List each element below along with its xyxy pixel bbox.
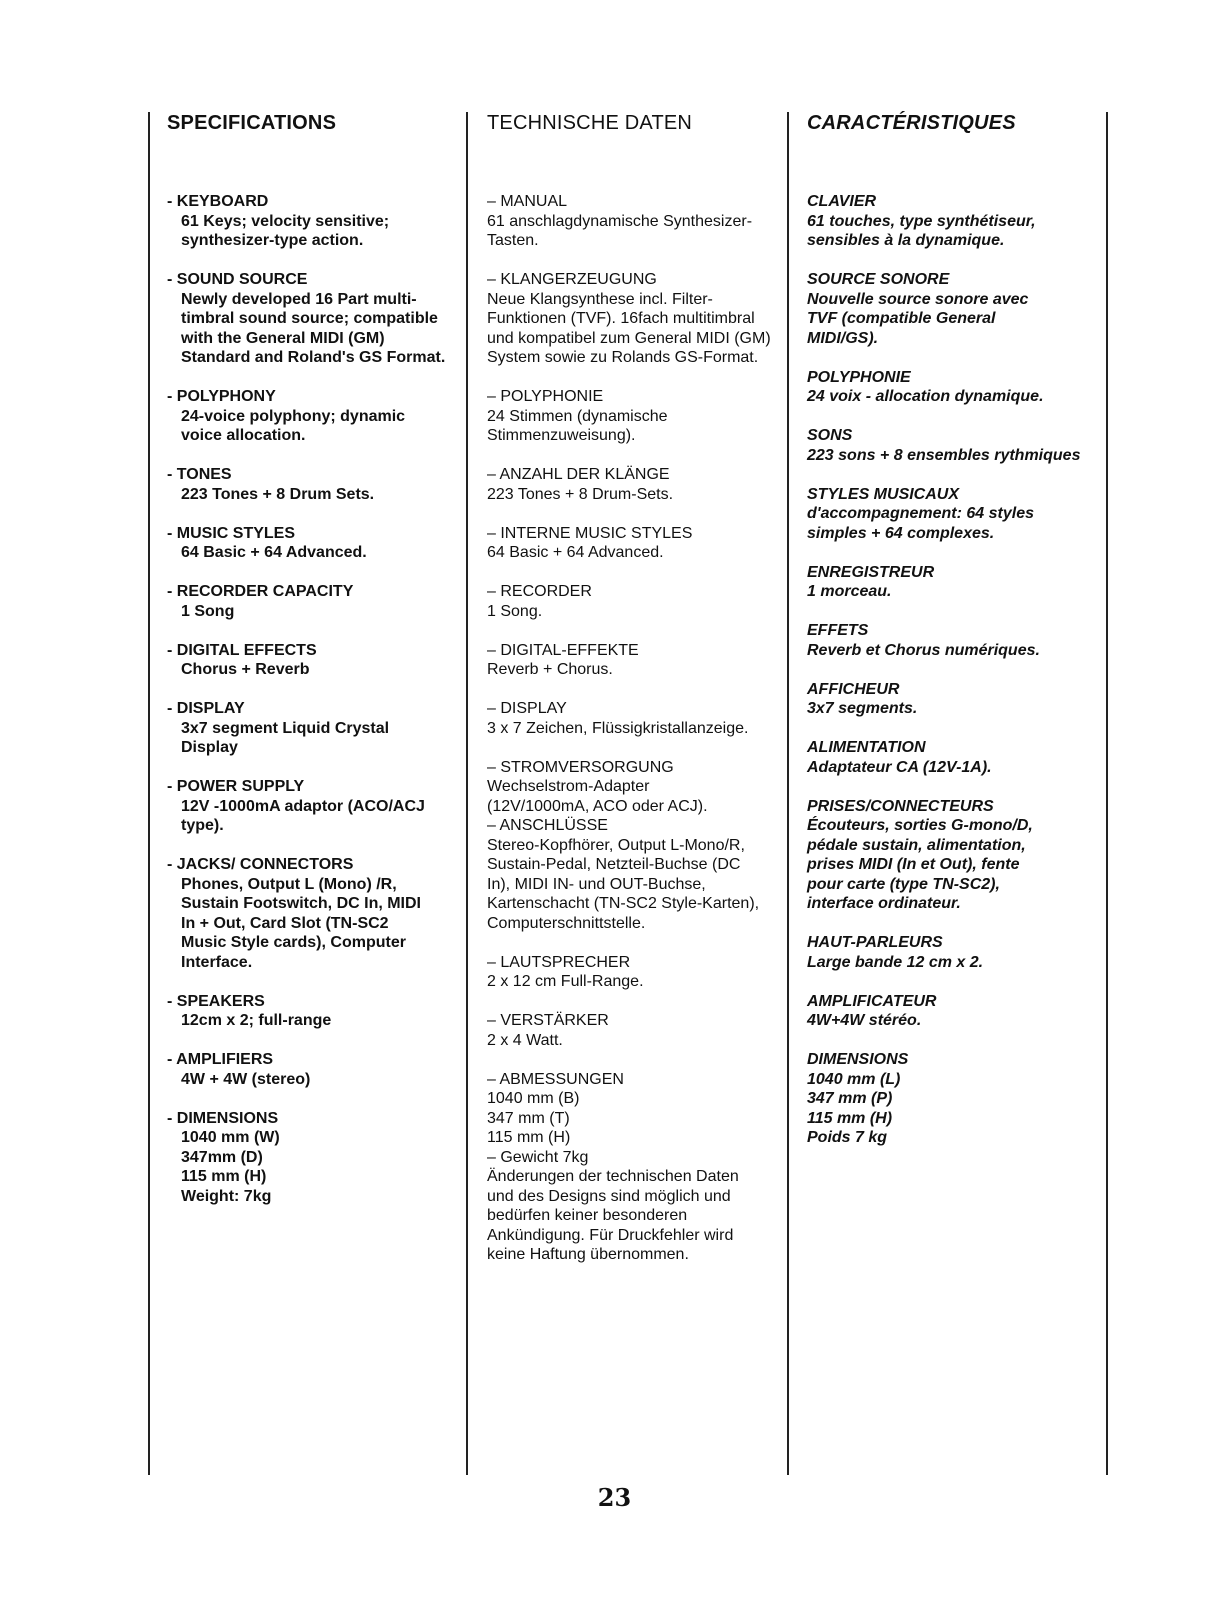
spec-item-value: Adaptateur CA (12V-1A). [807,758,992,776]
spec-item-label: - DIMENSIONS [167,1109,279,1127]
spec-item [807,426,1108,465]
spec-item [807,485,1108,544]
spec-item-label: AMPLIFICATEUR [807,992,937,1010]
spec-item-value: Nouvelle source sonore avec TVF (compatible General MIDI/GS). [807,290,1029,347]
spec-item-label: CLAVIER [807,193,877,210]
spec-item [807,563,1108,602]
column-title: TECHNISCHE DATEN [487,112,693,134]
spec-item [807,992,1108,1031]
spec-item-value: Wechselstrom-Adapter (12V/1000mA, ACO oder ACJ). – ANSCHLÜSSE Stereo-Kopfhörer, Output L-Mono/R, Sustain-Pedal, Netzteil-Buchse (DC In), MIDI IN- und OUT-Buchse, Kartenschacht (TN-SC2 Style-Karten), Computerschnittstelle. [487,778,760,932]
spec-item-label: - DIGITAL EFFECTS [167,641,317,659]
spec-item-label: - POLYPHONY [167,388,276,405]
spec-item-label: - RECORDER CAPACITY [167,583,354,600]
spec-item [487,465,788,504]
spec-item [487,1070,788,1265]
spec-item-label: PRISES/CONNECTEURS [807,797,994,815]
spec-item-value: 61 touches, type synthétiseur, sensibles à la dynamique. [807,212,1036,249]
spec-item-value: 223 Tones + 8 Drum-Sets. [487,485,674,503]
spec-item-value: 1040 mm (B) 347 mm (T) 115 mm (H) – Gewicht 7kg Änderungen der technischen Daten und des Designs sind möglich und bedürfen keiner besonderen Ankündigung. Für Druckfehler wird keine Haftung übernommen. [487,1090,739,1263]
spec-item [487,758,788,934]
column-title: SPECIFICATIONS [167,112,337,134]
spec-item-label: DIMENSIONS [807,1051,909,1068]
spec-item-value: Écouteurs, sorties G-mono/D, pédale sustain, alimentation, prises MIDI (In et Out), fente pour carte (type TN-SC2), interface ordinateur. [807,817,1033,912]
spec-item [807,270,1108,348]
spec-item [487,953,788,992]
spec-item [167,387,468,446]
specifications-column-english [150,110,468,1226]
spec-item [487,582,788,621]
spec-item-value: 1040 mm (L) 347 mm (P) 115 mm (H) Poids 7 kg [807,1070,901,1146]
spec-item-value: 61 Keys; velocity sensitive; synthesizer-type action. [181,212,390,249]
spec-item-label: ENREGISTREUR [807,563,935,581]
spec-item [487,192,788,251]
spec-item-value: d'accompagnement: 64 styles simples + 64 complexes. [807,505,1034,542]
spec-item-label: ALIMENTATION [807,739,926,756]
spec-item-value: 4W+4W stéréo. [807,1012,922,1029]
spec-item [487,524,788,563]
spec-item [167,777,468,836]
spec-item-label: - MUSIC STYLES [167,524,296,542]
spec-item-label: – STROMVERSORGUNG [487,758,674,776]
spec-item-value: Neue Klangsynthese incl. Filter- Funktionen (TVF). 16fach multitimbral und kompatibel zum General MIDI (GM) System sowie zu Rolands GS-Format. [487,290,771,366]
spec-item-label: POLYPHONIE [807,368,911,386]
spec-item-label: – POLYPHONIE [487,388,604,405]
spec-item [487,1011,788,1050]
spec-item-label: - AMPLIFIERS [167,1051,274,1068]
spec-item-value: 3x7 segments. [807,700,918,717]
spec-item [807,368,1108,407]
spec-item-value: Phones, Output L (Mono) /R, Sustain Footswitch, DC In, MIDI In + Out, Card Slot (TN-SC2 Music Style cards), Computer Interface. [181,875,421,971]
spec-item-label: – DIGITAL-EFFEKTE [487,641,639,659]
spec-item-label: – KLANGERZEUGUNG [487,271,657,288]
spec-item-label: - JACKS/ CONNECTORS [167,856,354,873]
spec-item-label: – INTERNE MUSIC STYLES [487,524,693,542]
spec-item [167,270,468,368]
spec-item-value: 1 Song. [487,602,543,620]
page-number: 23 [597,1483,632,1512]
spec-item-label: – ANZAHL DER KLÄNGE [487,466,670,483]
spec-item [807,1050,1108,1148]
spec-item-value: 12V -1000mA adaptor (ACO/ACJ type). [181,797,425,834]
spec-item-value: Reverb et Chorus numériques. [807,641,1040,659]
spec-item-label: SONS [807,427,853,444]
spec-item-value: 64 Basic + 64 Advanced. [487,544,664,561]
spec-item-label: AFFICHEUR [807,680,900,698]
spec-item-value: 4W + 4W (stereo) [181,1070,311,1088]
spec-item [167,641,468,680]
spec-item-value: 1040 mm (W) 347mm (D) 115 mm (H) Weight: 7kg [181,1129,280,1205]
spec-item [167,524,468,563]
spec-item-value: 223 sons + 8 ensembles rythmiques [807,446,1081,464]
spec-item-label: – RECORDER [487,583,592,600]
spec-item-label: – MANUAL [487,193,568,210]
spec-item-value: 24 voix - allocation dynamique. [807,388,1044,405]
spec-item-value: Large bande 12 cm x 2. [807,953,984,971]
spec-item-value: 1 Song [181,602,235,620]
spec-item [807,738,1108,777]
spec-item [167,992,468,1031]
spec-item [167,699,468,758]
spec-item [807,797,1108,914]
spec-item-label: – DISPLAY [487,700,567,717]
spec-item-label: - KEYBOARD [167,193,269,210]
spec-item [487,270,788,368]
spec-item [807,680,1108,719]
spec-item-value: 3x7 segment Liquid Crystal Display [181,719,390,756]
spec-item-label: – ABMESSUNGEN [487,1070,624,1088]
spec-item-value: 24 Stimmen (dynamische Stimmenzuweisung). [487,407,668,444]
spec-item-label: – VERSTÄRKER [487,1012,609,1029]
spec-item-label: - SPEAKERS [167,992,265,1010]
spec-item-label: - DISPLAY [167,700,245,717]
spec-list [807,192,1108,1148]
spec-list [167,192,468,1206]
spec-item-label: STYLES MUSICAUX [807,485,960,503]
spec-item-value: 64 Basic + 64 Advanced. [181,544,367,561]
spec-item [167,192,468,251]
spec-item-label: - POWER SUPPLY [167,778,305,795]
spec-item [807,621,1108,660]
spec-item [167,1109,468,1207]
spec-item-value: Chorus + Reverb [181,661,310,678]
spec-item-value: 1 morceau. [807,583,892,600]
spec-item-value: 2 x 12 cm Full-Range. [487,973,644,990]
spec-item-label: SOURCE SONORE [807,271,950,288]
spec-item-label: - SOUND SOURCE [167,271,308,288]
spec-item [167,855,468,972]
spec-list [487,192,788,1265]
spec-item-value: 12cm x 2; full-range [181,1012,332,1029]
spec-item-value: Reverb + Chorus. [487,661,613,678]
spec-item-value: Newly developed 16 Part multi- timbral sound source; compatible with the General MIDI (GM) Standard and Roland's GS Format. [181,290,446,366]
spec-item [167,465,468,504]
spec-item [487,387,788,446]
spec-item-value: 223 Tones + 8 Drum Sets. [181,485,375,503]
spec-item [167,1050,468,1089]
spec-item [487,699,788,738]
spec-item-label: HAUT-PARLEURS [807,934,943,951]
spec-item [807,933,1108,972]
spec-item-label: – LAUTSPRECHER [487,953,631,971]
column-title: CARACTÉRISTIQUES [807,112,1016,134]
spec-item-label: EFFETS [807,622,869,639]
spec-item [807,192,1108,251]
specifications-column-german [470,110,788,1284]
spec-item-value: 24-voice polyphony; dynamic voice allocation. [181,407,406,444]
spec-item-value: 3 x 7 Zeichen, Flüssigkristallanzeige. [487,719,749,737]
spec-item-value: 2 x 4 Watt. [487,1031,563,1049]
spec-item-label: - TONES [167,466,232,483]
spec-item [487,641,788,680]
specifications-column-french [790,110,1108,1167]
spec-item [167,582,468,621]
spec-item-value: 61 anschlagdynamische Synthesizer- Tasten. [487,212,753,249]
